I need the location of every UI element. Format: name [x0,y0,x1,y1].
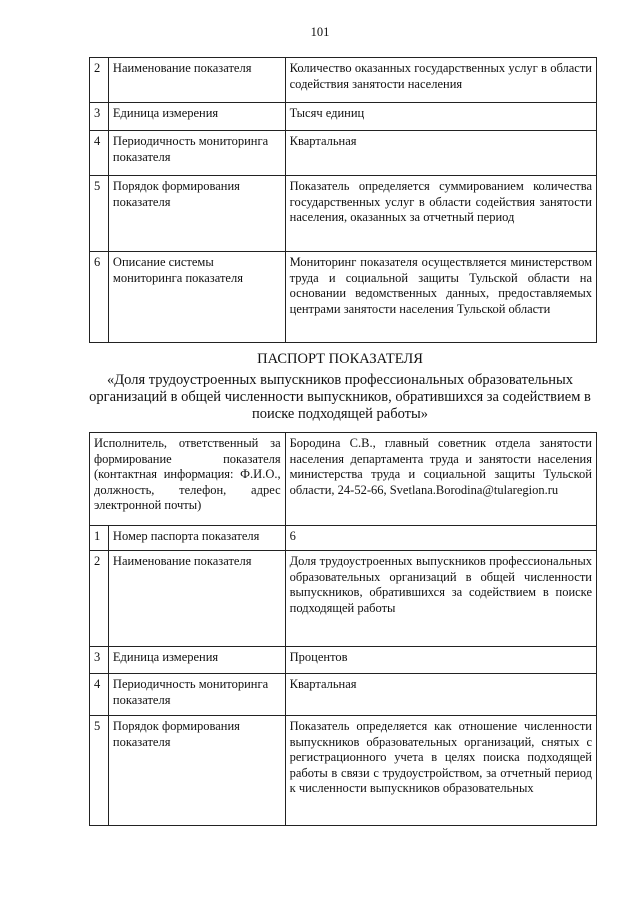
row-value: Квартальная [285,674,596,716]
row-number: 3 [90,647,109,674]
table-row [90,716,597,826]
row-value: Тысяч единиц [285,103,596,131]
table-row [90,58,597,103]
table-row [90,526,597,551]
indicator-passport-table [89,432,597,826]
row-label: Порядок формирования показателя [108,716,285,826]
table-row [90,103,597,131]
row-value: Показатель определяется суммированием количества государственных услуг в области содействия занятости населения, оказанных за отчетный период [285,176,596,252]
row-label: Номер паспорта показателя [108,526,285,551]
row-value: Процентов [285,647,596,674]
table-row [90,131,597,176]
row-number: 4 [90,131,109,176]
row-number: 3 [90,103,109,131]
table-row [90,433,597,526]
row-number: 2 [90,58,109,103]
row-value: Доля трудоустроенных выпускников профессиональных образовательных организаций в общей численности выпускников, обратившихся за содействием в поиске подходящей работы [285,551,596,647]
passport-title: ПАСПОРТ ПОКАЗАТЕЛЯ [257,351,423,367]
row-value: Мониторинг показателя осуществляется министерством труда и социальной защиты Тульской области на основании ведомственных данных, предоставляемых центрами занятости населения Тульской области [285,252,596,343]
executor-value: Бородина С.В., главный советник отдела занятости населения департамента труда и занятости населения министерства труда и социальной защиты Тульской области, 24-52-66, Svetlana.Borodina@tularegion.ru [285,433,596,526]
table-row [90,252,597,343]
row-label: Описание системы мониторинга показателя [108,252,285,343]
row-label: Единица измерения [108,103,285,131]
row-number: 2 [90,551,109,647]
row-label: Наименование показателя [108,551,285,647]
row-number: 5 [90,716,109,826]
row-value: Количество оказанных государственных услуг в области содействия занятости населения [285,58,596,103]
row-number: 6 [90,252,109,343]
row-value: 6 [285,526,596,551]
row-label: Периодичность мониторинга показателя [108,131,285,176]
row-label: Наименование показателя [108,58,285,103]
table-row [90,176,597,252]
row-value: Показатель определяется как отношение численности выпускников образовательных организаций, снятых с регистрационного учета в целях поиска подходящей работы в связи с трудоустройством, за отчетный период к численности выпускников образовательных [285,716,596,826]
row-number: 5 [90,176,109,252]
row-number: 1 [90,526,109,551]
passport-subtitle: «Доля трудоустроенных выпускников профессиональных образовательных организаций в общей численности выпускников, обратившихся за содействием в поиске подходящей работы» [89,372,591,422]
row-label: Периодичность мониторинга показателя [108,674,285,716]
table-row [90,674,597,716]
page-number: 101 [310,25,330,39]
row-number: 4 [90,674,109,716]
row-label: Единица измерения [108,647,285,674]
indicator-table-continued [89,57,597,343]
table-row [90,647,597,674]
row-label: Порядок формирования показателя [108,176,285,252]
executor-label: Исполнитель, ответственный за формирование показателя (контактная информация: Ф.И.О., должность, телефон, адрес электронной почты) [90,433,286,526]
table-row [90,551,597,647]
row-value: Квартальная [285,131,596,176]
